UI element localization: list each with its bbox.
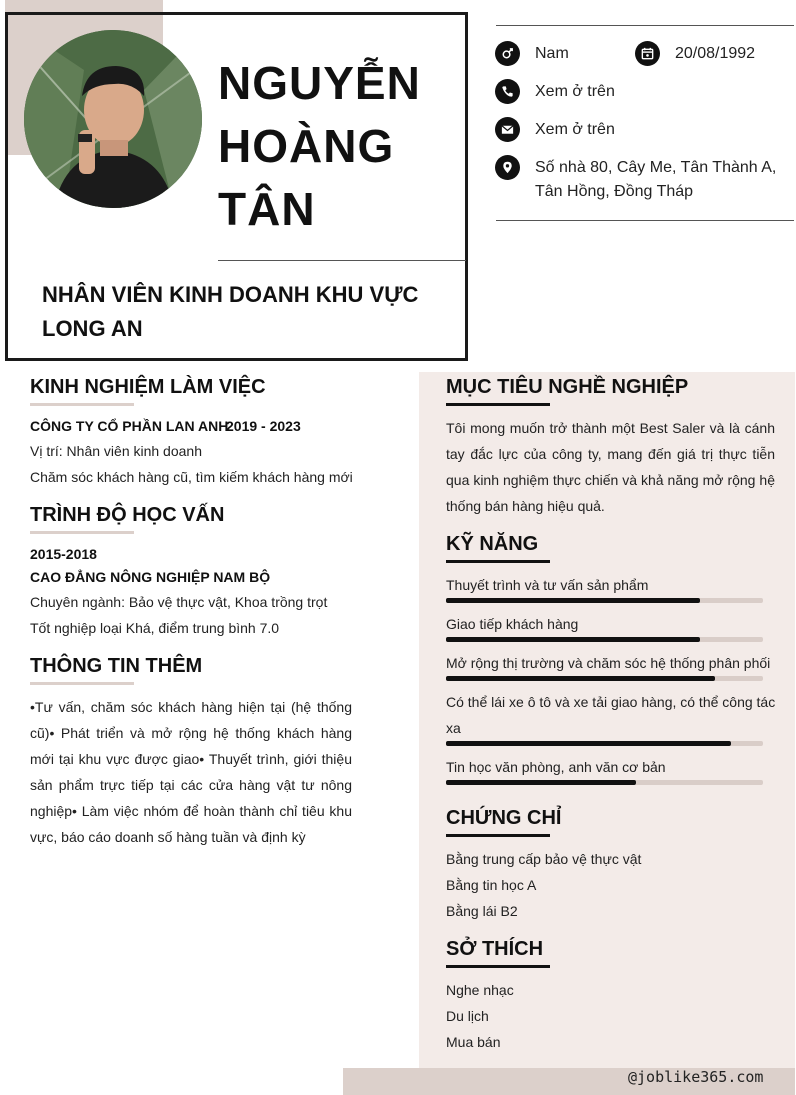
gender-icon <box>495 41 520 66</box>
hobby-item: Du lịch <box>446 1008 489 1024</box>
hobby-item: Nghe nhạc <box>446 982 514 998</box>
experience-period: 2019 - 2023 <box>226 418 301 434</box>
birthday-value: 20/08/1992 <box>675 45 756 62</box>
skill-bar-fill <box>446 598 700 603</box>
skill-bar <box>446 780 763 785</box>
skill-label: Giao tiếp khách hàng <box>446 616 579 632</box>
skill-bar <box>446 741 763 746</box>
skill-label: Tin học văn phòng, anh văn cơ bản <box>446 759 666 775</box>
certificate-item: Bằng lái B2 <box>446 903 518 919</box>
certificates-heading: CHỨNG CHỈ <box>446 807 562 829</box>
contact-divider-bottom <box>496 220 794 221</box>
experience-position: Vị trí: Nhân viên kinh doanh <box>30 443 202 459</box>
certificate-item: Bằng trung cấp bảo vệ thực vật <box>446 851 642 867</box>
skill-label: Mở rộng thị trường và chăm sóc hệ thống phân phối <box>446 655 771 671</box>
location-icon <box>495 155 520 180</box>
education-underline <box>30 531 134 534</box>
email-value: Xem ở trên <box>535 121 615 138</box>
phone-value: Xem ở trên <box>535 83 615 100</box>
extra-info-underline <box>30 682 134 685</box>
name-line: NGUYỄN <box>218 57 421 109</box>
profile-photo <box>24 30 202 208</box>
experience-heading: KINH NGHIỆM LÀM VIỆC <box>30 376 266 398</box>
experience-company: CÔNG TY CỔ PHẦN LAN ANH <box>30 418 229 434</box>
calendar-icon <box>635 41 660 66</box>
skills-heading: KỸ NĂNG <box>446 533 539 555</box>
skill-bar-fill <box>446 676 715 681</box>
footer-watermark: @joblike365.com <box>628 1068 764 1086</box>
education-major: Chuyên ngành: Bảo vệ thực vật, Khoa trồng trọt <box>30 594 328 610</box>
address-line-2: Tân Hồng, Đồng Tháp <box>535 183 694 200</box>
name-line: HOÀNG <box>218 120 395 172</box>
skill-bar-fill <box>446 780 636 785</box>
skill-bar <box>446 598 763 603</box>
contact-divider-top <box>496 25 794 26</box>
objective-text: Tôi mong muốn trở thành một Best Saler và là cánh tay đắc lực của công ty, mang đến giá trị thực tiễn qua kinh nghiệm thực chiến và khả năng mở rộng hệ thống bán hàng hiệu quả. <box>446 420 775 514</box>
certificate-item: Bằng tin học A <box>446 877 537 893</box>
skill-label: Có thể lái xe ô tô và xe tải giao hàng, có thể công tác xa <box>446 694 776 736</box>
candidate-name <box>218 52 458 241</box>
objective-heading: MỤC TIÊU NGHỀ NGHIỆP <box>446 376 689 398</box>
education-result: Tốt nghiệp loại Khá, điểm trung bình 7.0 <box>30 620 280 636</box>
name-divider <box>218 260 466 261</box>
skills-underline <box>446 560 550 563</box>
phone-icon <box>495 79 520 104</box>
address-line-1: Số nhà 80, Cây Me, Tân Thành A, <box>535 159 777 176</box>
gender-value: Nam <box>535 45 569 62</box>
skill-bar-fill <box>446 741 731 746</box>
skill-label: Thuyết trình và tư vấn sản phẩm <box>446 577 649 593</box>
job-title: NHÂN VIÊN KINH DOANH KHU VỰC LONG AN <box>42 282 419 341</box>
objective-underline <box>446 403 550 406</box>
extra-info-heading: THÔNG TIN THÊM <box>30 655 203 677</box>
experience-description: Chăm sóc khách hàng cũ, tìm kiếm khách hàng mới <box>30 469 353 485</box>
hobbies-heading: SỞ THÍCH <box>446 938 544 960</box>
skill-bar-fill <box>446 637 700 642</box>
education-school: CAO ĐẲNG NÔNG NGHIỆP NAM BỘ <box>30 569 271 585</box>
experience-underline <box>30 403 134 406</box>
education-heading: TRÌNH ĐỘ HỌC VẤN <box>30 504 225 526</box>
certificates-underline <box>446 834 550 837</box>
mail-icon <box>495 117 520 142</box>
education-period: 2015-2018 <box>30 546 97 562</box>
skill-bar <box>446 637 763 642</box>
extra-info-text: •Tư vấn, chăm sóc khách hàng hiện tại (hệ thống cũ)• Phát triển và mở rộng hệ thống khách hàng mới tại khu vực được giao• Thuyết trình, giới thiệu sản phẩm trực tiếp tại các cửa hàng vật tư nông nghiệp• Làm việc nhóm để hoàn thành chỉ tiêu khu vực, báo cáo doanh số hàng tuần và định kỳ <box>30 699 352 845</box>
name-line: TÂN <box>218 183 316 235</box>
skill-bar <box>446 676 763 681</box>
hobby-item: Mua bán <box>446 1034 501 1050</box>
hobbies-underline <box>446 965 550 968</box>
